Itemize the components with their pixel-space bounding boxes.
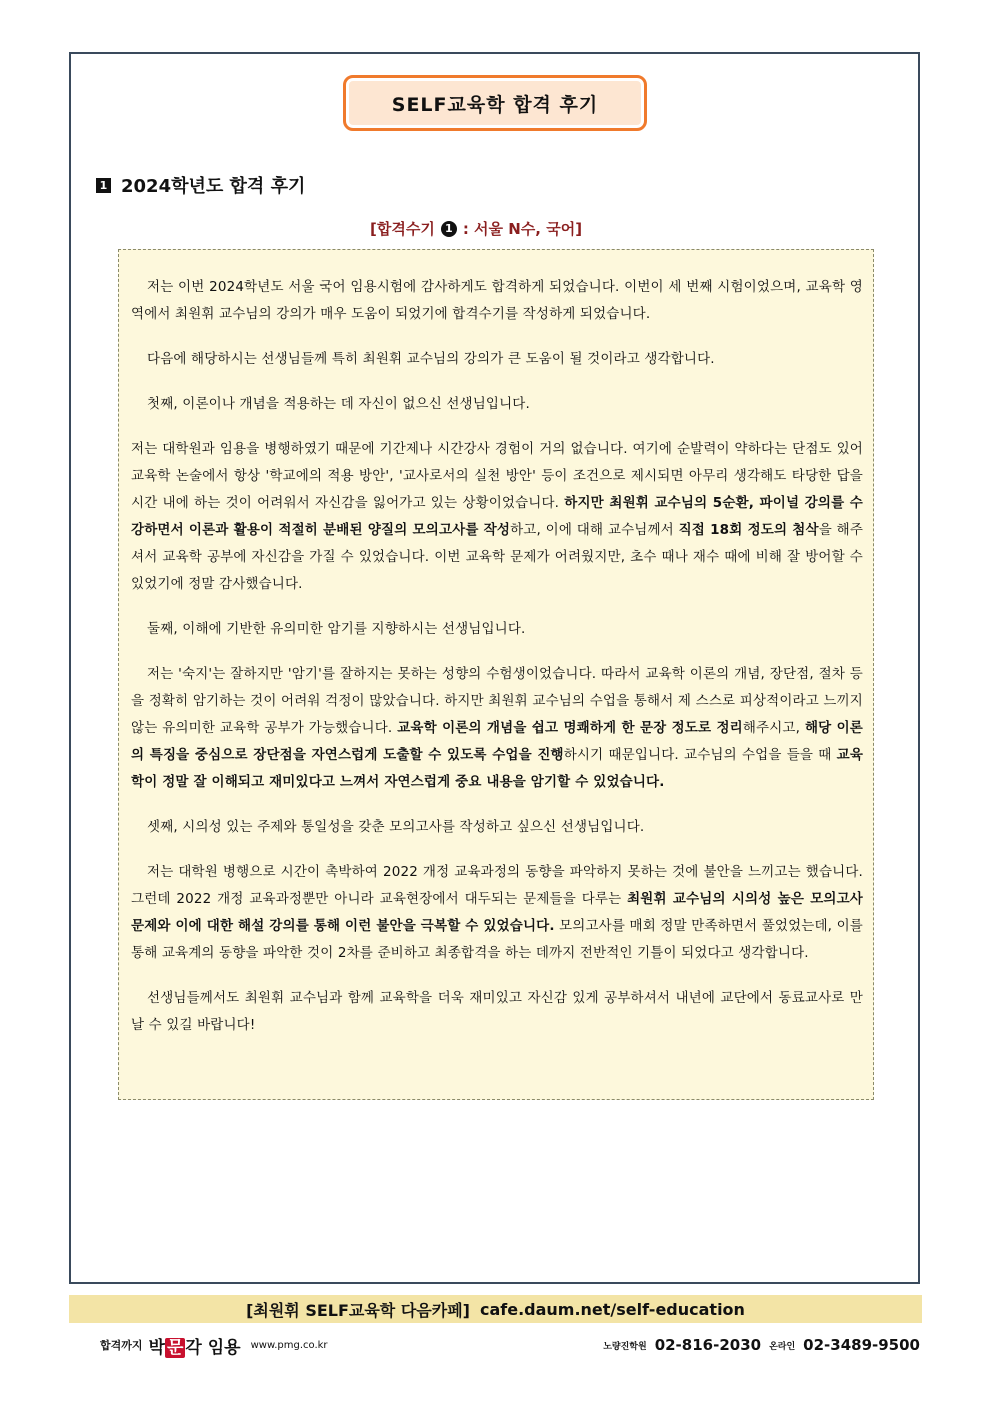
publisher-footer — [100, 1330, 920, 1360]
section-heading-text: 2024학년도 합격 후기 — [121, 176, 306, 197]
text-run: 하고, 이에 대해 교수님께서 — [510, 522, 679, 538]
paragraph-second-point: 둘째, 이해에 기반한 유의미한 암기를 지향하시는 선생님입니다. — [147, 621, 526, 637]
contact-number-online: 02-3489-9500 — [803, 1336, 920, 1354]
brand-logo-part: 문 — [166, 1337, 184, 1358]
paragraph-third-point: 셋째, 시의성 있는 주제와 통일성을 갖춘 모의고사를 작성하고 싶으신 선생님입니다. — [147, 819, 645, 835]
brand-logo-part: 박 — [148, 1337, 165, 1358]
brand-url-link[interactable]: www.pmg.co.kr — [250, 1339, 328, 1351]
cafe-footer-band — [69, 1295, 922, 1323]
bold-run: 하지만 최원휘 교수님의 5순환, 파이널 강의를 수강하면서 이론과 활용이 적절히 분배된 양질의 모의고사를 작성 — [131, 495, 863, 538]
text-run: 모의고사를 매회 정말 만족하면서 풀었었는데, 이를 통해 교육계의 동향을 파악한 것이 2차를 준비하고 최종합격을 하는 데까지 전반적인 기틀이 되었다고 생각합니다. — [131, 918, 863, 961]
publisher-brand — [100, 1333, 328, 1358]
paragraph-first-point: 첫째, 이론이나 개념을 적용하는 데 자신이 없으신 선생님입니다. — [147, 396, 530, 412]
brand-prefix: 합격까지 — [100, 1339, 143, 1352]
bold-run: 교육학 이론의 개념을 쉽고 명쾌하게 한 문장 정도로 정리 — [397, 720, 743, 736]
bold-run: 최원휘 교수님의 시의성 높은 모의고사 문제와 이에 대한 해설 강의를 통해 이런 불안을 극복할 수 있었습니다. — [131, 891, 863, 934]
text-run: 을 해주셔서 교육학 공부에 자신감을 가질 수 있었습니다. 이번 교육학 문제가 어려웠지만, 초수 때나 재수 때에 비해 잘 방어할 수 있었기에 정말 감사했습니다. — [131, 522, 864, 592]
subheading-number: 1 — [441, 221, 457, 237]
cafe-url-link[interactable]: cafe.daum.net/self-education — [479, 1299, 745, 1319]
text-run: 하시기 때문입니다. 교수님의 수업을 들을 때 — [563, 747, 837, 763]
testimonial-subheading — [370, 218, 582, 239]
section-number-marker: 1 — [96, 178, 111, 193]
bold-run: 해당 이론의 특징을 중심으로 장단점을 자연스럽게 도출할 수 있도록 수업을 진행 — [131, 720, 863, 763]
cafe-label: [최원휘 SELF교육학 다음카페] — [246, 1300, 470, 1320]
paragraph-recommend: 다음에 해당하시는 선생님들께 특히 최원휘 교수님의 강의가 큰 도움이 될 것이라고 생각합니다. — [147, 351, 715, 367]
subheading-suffix: : 서울 N수, 국어] — [462, 220, 583, 238]
text-run: 저는 대학원 병행으로 시간이 촉박하여 2022 개정 교육과정의 동향을 파악하지 못하는 것에 불안을 느끼고는 했습니다. 그런데 2022 개정 교육과정뿐만 아니라 교육현장에서 대두되는 문제들을 다루는 — [131, 864, 863, 907]
paragraph-intro: 저는 이번 2024학년도 서울 국어 임용시험에 감사하게도 합격하게 되었습니다. 이번이 세 번째 시험이었으며, 교육학 영역에서 최원휘 교수님의 강의가 매우 도움이 되었기에 합격수기를 작성하게 되었습니다. — [131, 279, 863, 322]
bold-run: 교육학이 정말 잘 이해되고 재미있다고 느껴서 자연스럽게 중요 내용을 암기할 수 있었습니다. — [131, 747, 864, 790]
contact-label-offline: 노량진학원 — [603, 1341, 647, 1352]
paragraph-second-detail — [131, 661, 863, 796]
page-title: SELF교육학 합격 후기 — [343, 75, 647, 131]
paragraph-third-detail — [131, 859, 863, 967]
subheading-prefix: [합격수기 — [370, 220, 435, 238]
contact-number-offline: 02-816-2030 — [654, 1336, 762, 1354]
text-run: 저는 '숙지'는 잘하지만 '암기'를 잘하지는 못하는 성향의 수험생이었습니다. 따라서 교육학 이론의 개념, 장단점, 절차 등을 정확히 암기하는 것이 어려워 걱정이 많았습니다. 하지만 최원휘 교수님의 수업을 통해서 제 스스로 피상적이라고 느끼지 않는 유의미한 교육학 공부가 가능했습니다. — [131, 666, 863, 736]
contact-info — [603, 1336, 920, 1354]
brand-logo — [149, 1333, 241, 1358]
brand-logo-part: 임용 — [207, 1337, 241, 1358]
paragraph-closing: 선생님들께서도 최원휘 교수님과 함께 교육학을 더욱 재미있고 자신감 있게 공부하셔서 내년에 교단에서 동료교사로 만날 수 있길 바랍니다! — [131, 990, 863, 1033]
contact-label-online: 온라인 — [769, 1341, 796, 1352]
text-run: 저는 대학원과 임용을 병행하였기 때문에 기간제나 시간강사 경험이 거의 없습니다. 여기에 순발력이 약하다는 단점도 있어 교육학 논술에서 항상 '학교에의 적용 방안', '교사로서의 실천 방안' 등이 조건으로 제시되면 아무리 생각해도 타당한 답을 시간 내에 하는 것이 어려워서 자신감을 잃어가고 있는 상황이었습니다. — [131, 441, 863, 511]
paragraph-first-detail — [131, 436, 863, 598]
brand-logo-part: 각 — [185, 1337, 202, 1358]
text-run: 해주시고, — [742, 720, 805, 736]
bold-run: 직접 18회 정도의 첨삭 — [678, 522, 819, 538]
section-heading — [96, 172, 305, 198]
testimonial-content — [118, 249, 874, 1100]
